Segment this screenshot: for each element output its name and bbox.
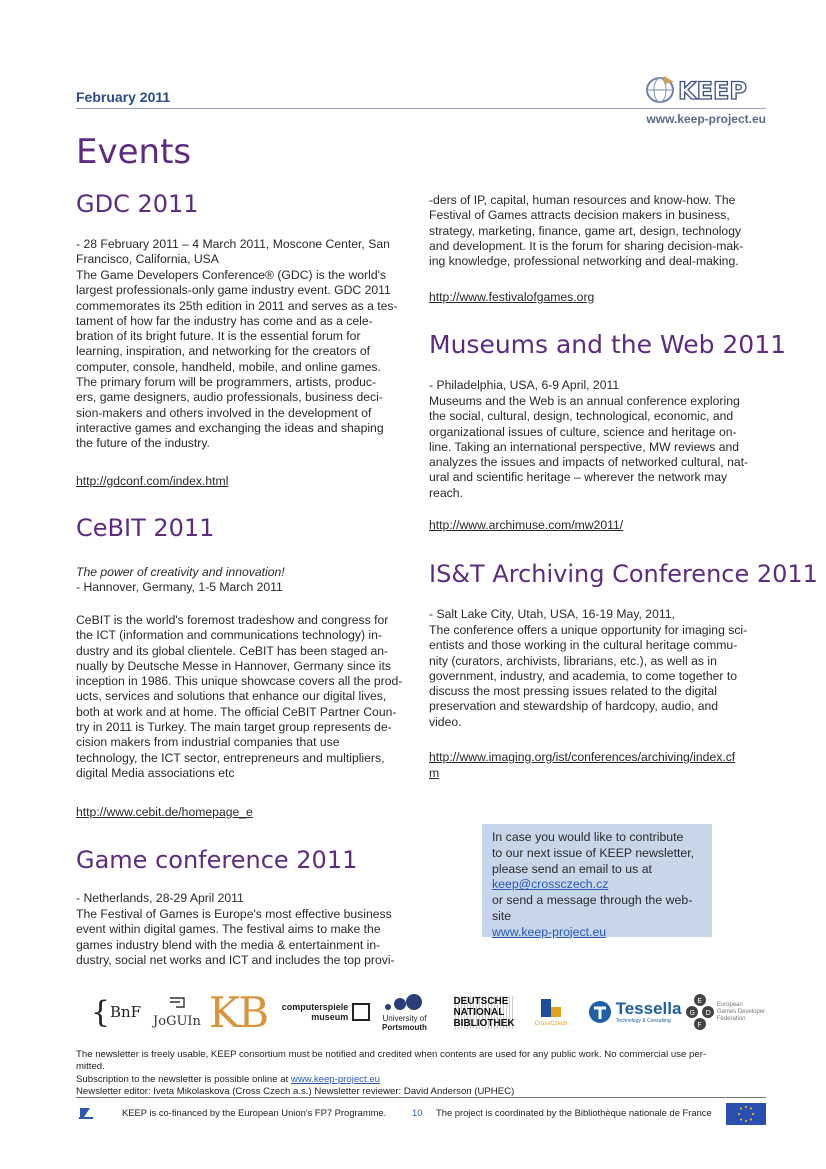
cebit-link[interactable]: http://www.cebit.de/homepage_e [76,805,253,819]
usage-notice [76,1049,766,1072]
editor-line: Newsletter editor: Iveta Mikolaskova (Cross Czech a.s.) Newsletter reviewer: David Anderson (UPHEC) [76,1086,515,1097]
cebit-tagline: The power of creativity and innovation! [76,565,285,579]
gdc-title: GDC 2011 [76,190,199,218]
festival-line: Festival of Games attracts decision makers in business, [429,208,730,223]
mw-line: organizational issues of culture, science and heritage on- [429,424,737,439]
cm-text: museum [311,1012,349,1022]
dnb-text: BIBLIOTHEK [453,1017,515,1029]
gdc-line: computer, console, handheld, mobile, and online games. [76,359,381,374]
contribute-box [482,824,712,937]
gdc-line: the future of the industry. [76,436,210,451]
gdc-link[interactable]: http://gdconf.com/index.html [76,474,229,488]
mw-line: analyzes the issues and impacts of networked cultural, nat- [429,455,749,470]
contribute-line: site [492,908,512,923]
cebit-line: digital Media associations etc [76,765,235,780]
ist-line: nity (curators, archivists, librarians, etc.), as well as in [429,653,717,668]
fp7-note: KEEP is co-financed by the European Union's FP7 Programme. [122,1107,387,1118]
joguin-logo-text: JoGUIn [153,1013,201,1029]
gdc-line: interactive games and exchanging the ideas and shaping [76,420,384,435]
gdc-line: sion-makers and others involved in the development of [76,405,372,420]
game-conference-title: Game conference 2011 [76,846,358,874]
ist-archiving-link[interactable]: http://www.imaging.org/ist/conferences/archiving/index.cf [429,750,736,764]
mw-line: reach. [429,485,463,500]
museums-web-title: Museums and the Web 2011 [429,330,787,359]
ist-archiving-title: IS&T Archiving Conference 2011 [429,560,818,588]
ist-line: The conference offers a unique opportunity for imaging sci- [429,623,748,637]
tessella-subtext: Technology & Consulting [615,1018,671,1024]
coordination-note: The project is coordinated by the Bibliothèque nationale de France [436,1107,712,1118]
page-number: 10 [412,1107,423,1118]
egdf-text: Federation [716,1015,746,1022]
game-conference-meta: - Netherlands, 28-29 April 2011 [76,891,244,905]
cebit-line: both at work and at home. The official CeBIT Partner Coun- [76,704,397,719]
festival-link[interactable]: http://www.festivalofgames.org [429,290,595,304]
subscription-link[interactable]: www.keep-project.eu [290,1074,380,1085]
festival-line: -ders of IP, capital, human resources and know-how. The [429,193,736,207]
keep-logo-text: KEEP [678,77,747,105]
dnb-logo [450,990,518,1034]
crossczech-logo [526,990,576,1034]
contribute-line: to our next issue of KEEP newsletter, [492,845,695,860]
museums-web-link[interactable]: http://www.archimuse.com/mw2011/ [429,518,624,532]
svg-text:G: G [689,1009,695,1017]
bnf-logo: { BnF [90,994,142,1030]
gdc-line: The primary forum will be programmers, artists, produc- [76,375,377,390]
gdc-line: learning, inspiration, and networking for the creators of [76,344,371,359]
gdc-line: ers, game designers, audio professionals, business deci- [76,390,383,405]
bnf-logo-text: BnF [110,1003,142,1021]
cebit-date: - Hannover, Germany, 1-5 March 2011 [76,580,283,595]
mw-line: line. Taking an international perspective, MW reviews and [429,439,740,454]
ist-line: preservation and stewardship of hardcopy, audio, and [429,699,719,714]
ist-archiving-body [429,623,765,730]
egdf-text: European [716,1001,743,1008]
cebit-meta [76,565,416,596]
contribute-email-link[interactable]: keep@crossczech.cz [492,877,609,892]
mw-line: Museums and the Web is an annual conference exploring [429,394,740,408]
festival-line: ing knowledge, professional networking and deal-making. [429,254,739,269]
gdc-meta [76,237,416,268]
ist-line: discuss the most pressing issues related to the digital [429,684,717,699]
contribute-line: In case you would like to contribute [492,830,684,844]
eu-flag-icon [726,1103,766,1125]
gdc-meta-line: - 28 February 2011 – 4 March 2011, Moscone Center, San [76,237,390,251]
gdc-line: tament of how far the industry has come and as a cele- [76,313,373,328]
site-url[interactable]: www.keep-project.eu [646,112,766,126]
footer-rule [76,1097,766,1098]
contribute-line: or send a message through the web- [492,893,693,908]
cebit-title: CeBIT 2011 [76,514,215,542]
subscription-line [76,1074,380,1086]
cebit-line: CeBIT is the world's foremost tradeshow and congress for [76,613,389,627]
egdf-text: Games Developer [716,1008,766,1015]
svg-text:D: D [705,1009,711,1017]
svg-text:F: F [697,1021,702,1029]
contribute-web-link[interactable]: www.keep-project.eu [492,924,607,939]
tessella-text: Tessella [615,999,682,1018]
contribute-line: please send an email to us at [492,861,652,876]
festival-line: and development. It is the forum for sharing decision-mak- [429,238,744,253]
ist-line: video. [429,714,462,729]
cebit-line: ucts, services and solutions that enhance our digital lives, [76,689,387,704]
gdc-meta-line: Francisco, California, USA [76,252,219,267]
festival-continued [429,193,765,269]
ist-archiving-link-end[interactable]: m [429,766,440,780]
partner-logos [76,987,766,1037]
notice-line: mitted. [76,1060,105,1072]
keep-logo [644,72,768,106]
page-title: Events [76,132,192,172]
cebit-line: the ICT (information and communications technology) in- [76,628,382,643]
notice-line: The newsletter is freely usable, KEEP consortium must be notified and credited when contents are used for any public work. No commercial use per- [76,1049,707,1060]
cebit-line: nually by Deutsche Messe in Hannover, Germany since its [76,658,391,673]
portsmouth-text: University of [382,1014,427,1023]
fp7-icon [78,1104,94,1120]
egdf-logo [682,990,768,1034]
joguin-logo [148,990,206,1034]
game-line: games industry blend with the media & entertainment in- [76,937,381,952]
cebit-line: try in 2011 is Turkey. The main target group represents de- [76,720,392,735]
dnb-text: NATIONAL [453,1006,505,1018]
gdc-line: The Game Developers Conference® (GDC) is the world's [76,268,387,282]
issue-date: February 2011 [76,89,171,105]
cebit-body [76,613,416,781]
game-line: dustry, social net works and ICT and includes the top provi- [76,952,395,967]
portsmouth-text: Portsmouth [382,1023,427,1032]
game-conference-body [76,907,416,968]
computerspiele-museum-logo [272,990,380,1034]
mw-line: ural and scientific heritage – wherever the network may [429,470,728,485]
cebit-line: technology, the ICT sector, entrepreneurs and multipliers, [76,750,385,765]
cebit-line: inception in 1986. This unique showcase covers all the prod- [76,674,403,689]
festival-line: strategy, marketing, finance, game art, design, technology [429,223,742,238]
svg-text:E: E [697,997,702,1005]
ist-line: entists and those working in the cultural heritage commu- [429,638,738,653]
gdc-line: commemorates its 25th edition in 2011 and serves as a tes- [76,298,398,313]
header-rule [76,108,766,109]
gdc-line: bration of its bright future. It is the essential forum for [76,329,361,344]
tessella-logo [584,990,684,1034]
cebit-line: cision makers from industrial companies that use [76,735,340,750]
cm-text: computerspiele [281,1002,349,1012]
game-line: event within digital games. The festival aims to make the [76,922,381,937]
gdc-line: largest professionals-only game industry event. GDC 2011 [76,283,391,298]
cebit-line: dustry and its global clientele. CeBIT has been staged an- [76,643,389,658]
mw-line: the social, cultural, design, technological, economic, and [429,409,734,424]
kb-logo-text: KB [208,987,268,1037]
crossczech-text: CrossCzech [534,1021,568,1027]
museums-web-meta: - Philadelphia, USA, 6-9 April, 2011 [429,378,620,392]
museums-web-body [429,394,765,501]
game-line: The Festival of Games is Europe's most effective business [76,907,392,921]
ist-archiving-meta: - Salt Lake City, Utah, USA, 16-19 May, 2011, [429,607,675,621]
portsmouth-logo [382,990,454,1034]
dnb-text: DEUTSCHE [453,995,509,1007]
gdc-body [76,268,416,452]
kb-logo [206,987,270,1037]
ist-line: government, industry, and academia, to come together to [429,668,738,683]
subscription-text: Subscription to the newsletter is possible online at [76,1074,289,1085]
